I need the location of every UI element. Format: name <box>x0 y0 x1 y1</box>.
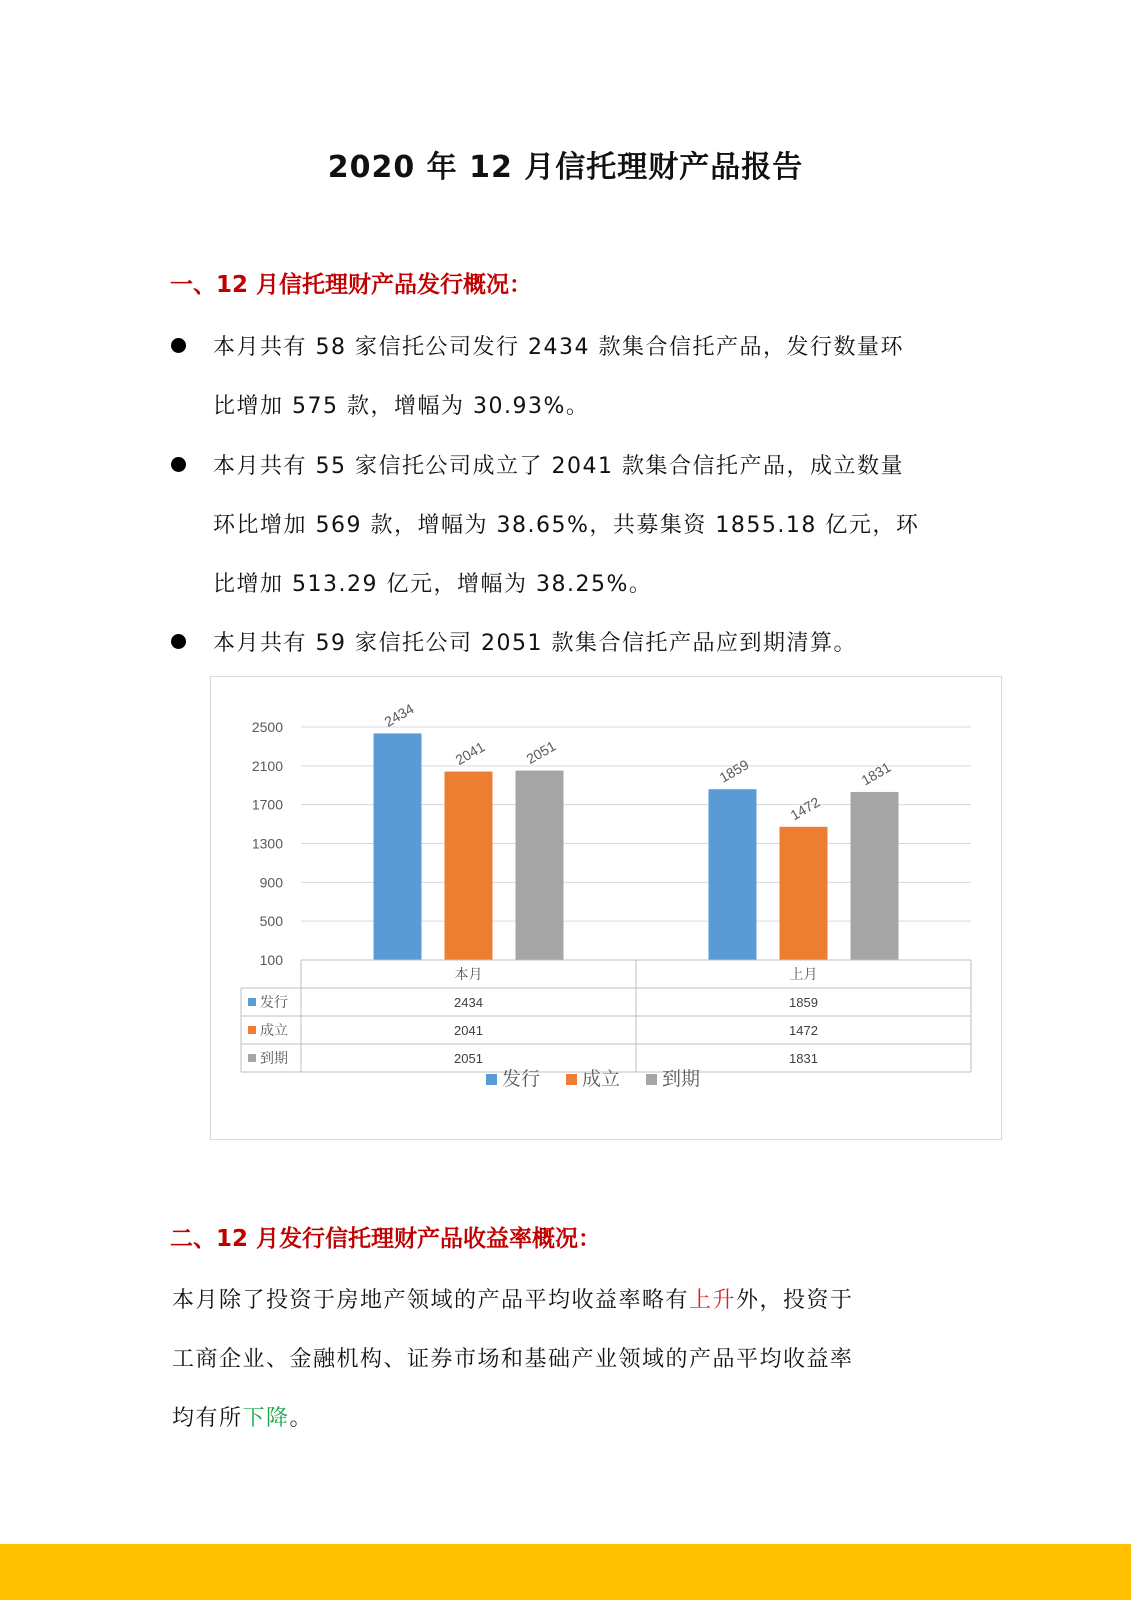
bar <box>445 772 493 960</box>
y-tick-label: 900 <box>259 874 283 891</box>
chart-frame <box>210 676 1002 1140</box>
bullet-dot <box>171 457 186 472</box>
table-cell-value: 1831 <box>789 1051 818 1066</box>
table-cell-value: 2434 <box>454 995 483 1010</box>
text-segment: 。 <box>289 1406 314 1431</box>
bar <box>780 827 828 960</box>
y-tick-label: 1300 <box>251 835 283 852</box>
section2-line2: 工商企业、金融机构、证券市场和基础产业领域的产品平均收益率 <box>172 1347 854 1372</box>
table-cell-value: 2041 <box>454 1023 483 1038</box>
legend-label: 成立 <box>582 1069 621 1090</box>
rise-text: 上升 <box>689 1288 737 1313</box>
bullet2-line1: 本月共有 55 家信托公司成立了 2041 款集合信托产品，成立数量 <box>213 454 904 479</box>
table-row-label: 到期 <box>260 1050 288 1066</box>
data-label: 1831 <box>858 758 894 789</box>
fall-text: 下降 <box>242 1406 290 1431</box>
table-legend-key <box>248 1054 256 1062</box>
y-tick-label: 2100 <box>251 757 283 774</box>
section2-heading: 二、12 月发行信托理财产品收益率概况： <box>170 1226 602 1252</box>
table-legend-key <box>248 998 256 1006</box>
table-cell-value: 2051 <box>454 1051 483 1066</box>
bar-chart <box>211 677 1001 1139</box>
legend-swatch <box>486 1074 497 1085</box>
bullet2-line2: 环比增加 569 款，增幅为 38.65%，共募集资 1855.18 亿元，环 <box>213 513 920 538</box>
legend-swatch <box>566 1074 577 1085</box>
data-label: 2434 <box>381 700 417 730</box>
text-segment: 本月除了投资于房地产领域的产品平均收益率略有 <box>172 1288 690 1313</box>
bullet3-line1: 本月共有 59 家信托公司 2051 款集合信托产品应到期清算。 <box>213 631 857 656</box>
text-segment: 均有所 <box>172 1406 243 1431</box>
bullet1-line1: 本月共有 58 家信托公司发行 2434 款集合信托产品，发行数量环 <box>213 335 904 360</box>
data-label: 2041 <box>452 738 488 768</box>
bullet2-line3: 比增加 513.29 亿元，增幅为 38.25%。 <box>213 572 653 597</box>
y-tick-label: 2500 <box>251 719 283 735</box>
bar <box>709 789 757 960</box>
legend-label: 发行 <box>502 1069 541 1090</box>
section2-line1 <box>172 1283 854 1314</box>
footer-bar <box>0 1544 1131 1600</box>
page-title: 2020 年 12 月信托理财产品报告 <box>327 150 804 185</box>
section1-heading: 一、12 月信托理财产品发行概况： <box>170 272 533 298</box>
bar <box>851 792 899 960</box>
table-header-category: 上月 <box>789 966 818 982</box>
data-label: 2051 <box>523 737 559 767</box>
data-label: 1859 <box>716 756 752 786</box>
table-row-label: 发行 <box>260 994 288 1010</box>
legend-label: 到期 <box>662 1069 701 1090</box>
table-cell-value: 1859 <box>789 995 818 1010</box>
bar <box>516 771 564 960</box>
data-label: 1472 <box>787 793 823 824</box>
table-cell-value: 1472 <box>789 1023 818 1038</box>
bar <box>374 733 422 960</box>
text-segment: 外，投资于 <box>736 1288 854 1313</box>
legend-swatch <box>646 1074 657 1085</box>
bullet-dot <box>171 338 186 353</box>
table-header-category: 本月 <box>454 966 483 982</box>
y-tick-label: 1700 <box>251 796 283 813</box>
y-tick-label: 100 <box>259 952 283 968</box>
y-tick-label: 500 <box>259 913 283 930</box>
bullet-dot <box>171 634 186 649</box>
bullet1-line2: 比增加 575 款，增幅为 30.93%。 <box>213 394 590 419</box>
table-legend-key <box>248 1026 256 1034</box>
section2-line3 <box>172 1401 313 1432</box>
table-row-label: 成立 <box>260 1022 288 1038</box>
